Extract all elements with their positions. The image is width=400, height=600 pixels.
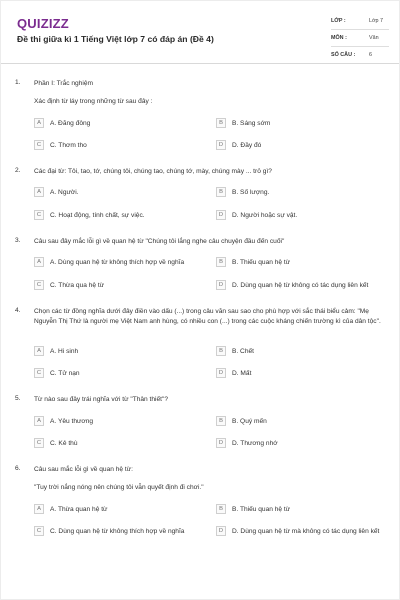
option-letter: C xyxy=(34,210,44,220)
option-letter: A xyxy=(34,504,44,514)
option-d[interactable] xyxy=(216,140,261,150)
option-d[interactable] xyxy=(216,438,278,448)
option-text: B. Chết xyxy=(232,347,254,355)
question-text: "Tuy trời nắng nóng nên chúng tôi vẫn quyết định đi chơi." xyxy=(34,484,204,491)
meta-label: LỚP : xyxy=(331,18,346,24)
option-text: A. Hi sinh xyxy=(50,347,79,355)
option-text: A. Yêu thương xyxy=(50,417,94,425)
question-text: Xác định từ láy trong những từ sau đây : xyxy=(34,98,153,105)
meta-value: Văn xyxy=(369,35,379,41)
option-letter: D xyxy=(216,368,226,378)
option-text: B. Sáng sớm xyxy=(232,119,271,127)
meta-row-class xyxy=(331,13,389,30)
option-text: D. Đầy đó xyxy=(232,141,262,149)
option-letter: C xyxy=(34,526,44,536)
option-letter: A xyxy=(34,257,44,267)
option-letter: D xyxy=(216,280,226,290)
option-text: C. Tử nạn xyxy=(50,369,80,377)
option-letter: D xyxy=(216,438,226,448)
option-a[interactable] xyxy=(34,118,90,128)
meta-row-subject xyxy=(331,30,389,47)
meta-label: SỐ CÂU : xyxy=(331,52,356,58)
option-text: C. Dùng quan hệ từ không thích hợp về nghĩa xyxy=(50,527,185,535)
option-b[interactable] xyxy=(216,257,290,267)
option-c[interactable] xyxy=(34,210,145,220)
option-a[interactable] xyxy=(34,187,79,197)
option-text: B. Quý mến xyxy=(232,417,267,425)
option-a[interactable] xyxy=(34,504,107,514)
header-divider xyxy=(1,63,399,64)
option-c[interactable] xyxy=(34,526,184,536)
option-letter: C xyxy=(34,368,44,378)
option-d[interactable] xyxy=(216,210,297,220)
question-number: 2. xyxy=(15,167,21,174)
option-c[interactable] xyxy=(34,280,104,290)
question-text: Các đại từ: Tôi, tao, tớ, chúng tôi, chúng tao, chúng tớ, mày, chúng mày ... trỏ gì? xyxy=(34,168,272,175)
option-d[interactable] xyxy=(216,526,379,536)
option-text: B. Số lượng. xyxy=(232,188,270,196)
meta-value: 6 xyxy=(369,52,372,58)
quizizz-logo: QUIZIZZ xyxy=(17,16,69,31)
option-letter: B xyxy=(216,257,226,267)
option-text: A. Đăng đông xyxy=(50,119,91,127)
option-letter: A xyxy=(34,187,44,197)
meta-label: MÔN : xyxy=(331,35,347,41)
option-text: C. Hoạt động, tính chất, sự việc. xyxy=(50,211,145,219)
option-letter: B xyxy=(216,187,226,197)
question-number: 4. xyxy=(15,307,21,314)
option-c[interactable] xyxy=(34,368,80,378)
question-number: 1. xyxy=(15,79,21,86)
option-text: D. Dùng quan hệ từ mà không có tác dụng liên kết xyxy=(232,527,380,535)
option-text: C. Kẻ thù xyxy=(50,439,78,447)
question-number: 3. xyxy=(15,237,21,244)
option-letter: B xyxy=(216,346,226,356)
option-b[interactable] xyxy=(216,346,254,356)
option-letter: A xyxy=(34,118,44,128)
option-c[interactable] xyxy=(34,140,87,150)
option-letter: A xyxy=(34,416,44,426)
option-text: B. Thiếu quan hệ từ xyxy=(232,505,291,513)
option-d[interactable] xyxy=(216,280,368,290)
option-a[interactable] xyxy=(34,416,93,426)
option-b[interactable] xyxy=(216,504,290,514)
meta-value: Lớp 7 xyxy=(369,18,384,24)
question-text: Câu sau đây mắc lỗi gì về quan hệ từ "Chúng tôi lắng nghe câu chuyện đầu đến cuối" xyxy=(34,238,285,245)
question-text: Câu sau mắc lỗi gì về quan hệ từ: xyxy=(34,466,133,473)
option-letter: C xyxy=(34,140,44,150)
option-c[interactable] xyxy=(34,438,78,448)
option-letter: C xyxy=(34,280,44,290)
option-text: D. Thương nhớ xyxy=(232,439,278,447)
option-letter: A xyxy=(34,346,44,356)
option-text: B. Thiếu quan hệ từ xyxy=(232,258,291,266)
option-letter: B xyxy=(216,504,226,514)
option-text: A. Người. xyxy=(50,188,79,196)
option-letter: C xyxy=(34,438,44,448)
question-text: Phần I: Trắc nghiệm xyxy=(34,80,94,87)
option-letter: B xyxy=(216,416,226,426)
question-text: Từ nào sau đây trái nghĩa với từ "Thân thiết"? xyxy=(34,396,169,403)
option-a[interactable] xyxy=(34,257,184,267)
option-letter: D xyxy=(216,140,226,150)
option-b[interactable] xyxy=(216,118,270,128)
question-text: Chọn các từ đồng nghĩa dưới đây điền vào dấu (...) trong câu văn sau sao cho phù hợp với sắc thái biểu cảm: "Mẹ Nguyễn Thị Thứ là người mẹ Việt Nam anh hùng, có nhiều con (...) trong các cuộc kháng chiến trường kì của dân tộc". xyxy=(34,308,381,325)
option-text: D. Dùng quan hệ từ không có tác dụng liên kết xyxy=(232,281,369,289)
option-text: A. Thừa quan hệ từ xyxy=(50,505,108,513)
option-b[interactable] xyxy=(216,187,269,197)
page-title: Đề thi giữa kì 1 Tiếng Việt lớp 7 có đáp án (Đề 4) xyxy=(17,34,214,44)
option-letter: D xyxy=(216,210,226,220)
option-text: C. Thơm tho xyxy=(50,141,87,149)
option-b[interactable] xyxy=(216,416,267,426)
option-text: D. Mất xyxy=(232,369,252,377)
meta-row-count xyxy=(331,47,389,64)
option-text: C. Thừa qua hệ từ xyxy=(50,281,105,289)
option-letter: D xyxy=(216,526,226,536)
meta-box xyxy=(331,13,389,64)
option-d[interactable] xyxy=(216,368,251,378)
option-text: A. Dùng quan hệ từ không thích hợp về nghĩa xyxy=(50,258,185,266)
option-letter: B xyxy=(216,118,226,128)
option-a[interactable] xyxy=(34,346,78,356)
question-number: 6. xyxy=(15,465,21,472)
question-number: 5. xyxy=(15,395,21,402)
option-text: D. Người hoặc sự vật. xyxy=(232,211,298,219)
